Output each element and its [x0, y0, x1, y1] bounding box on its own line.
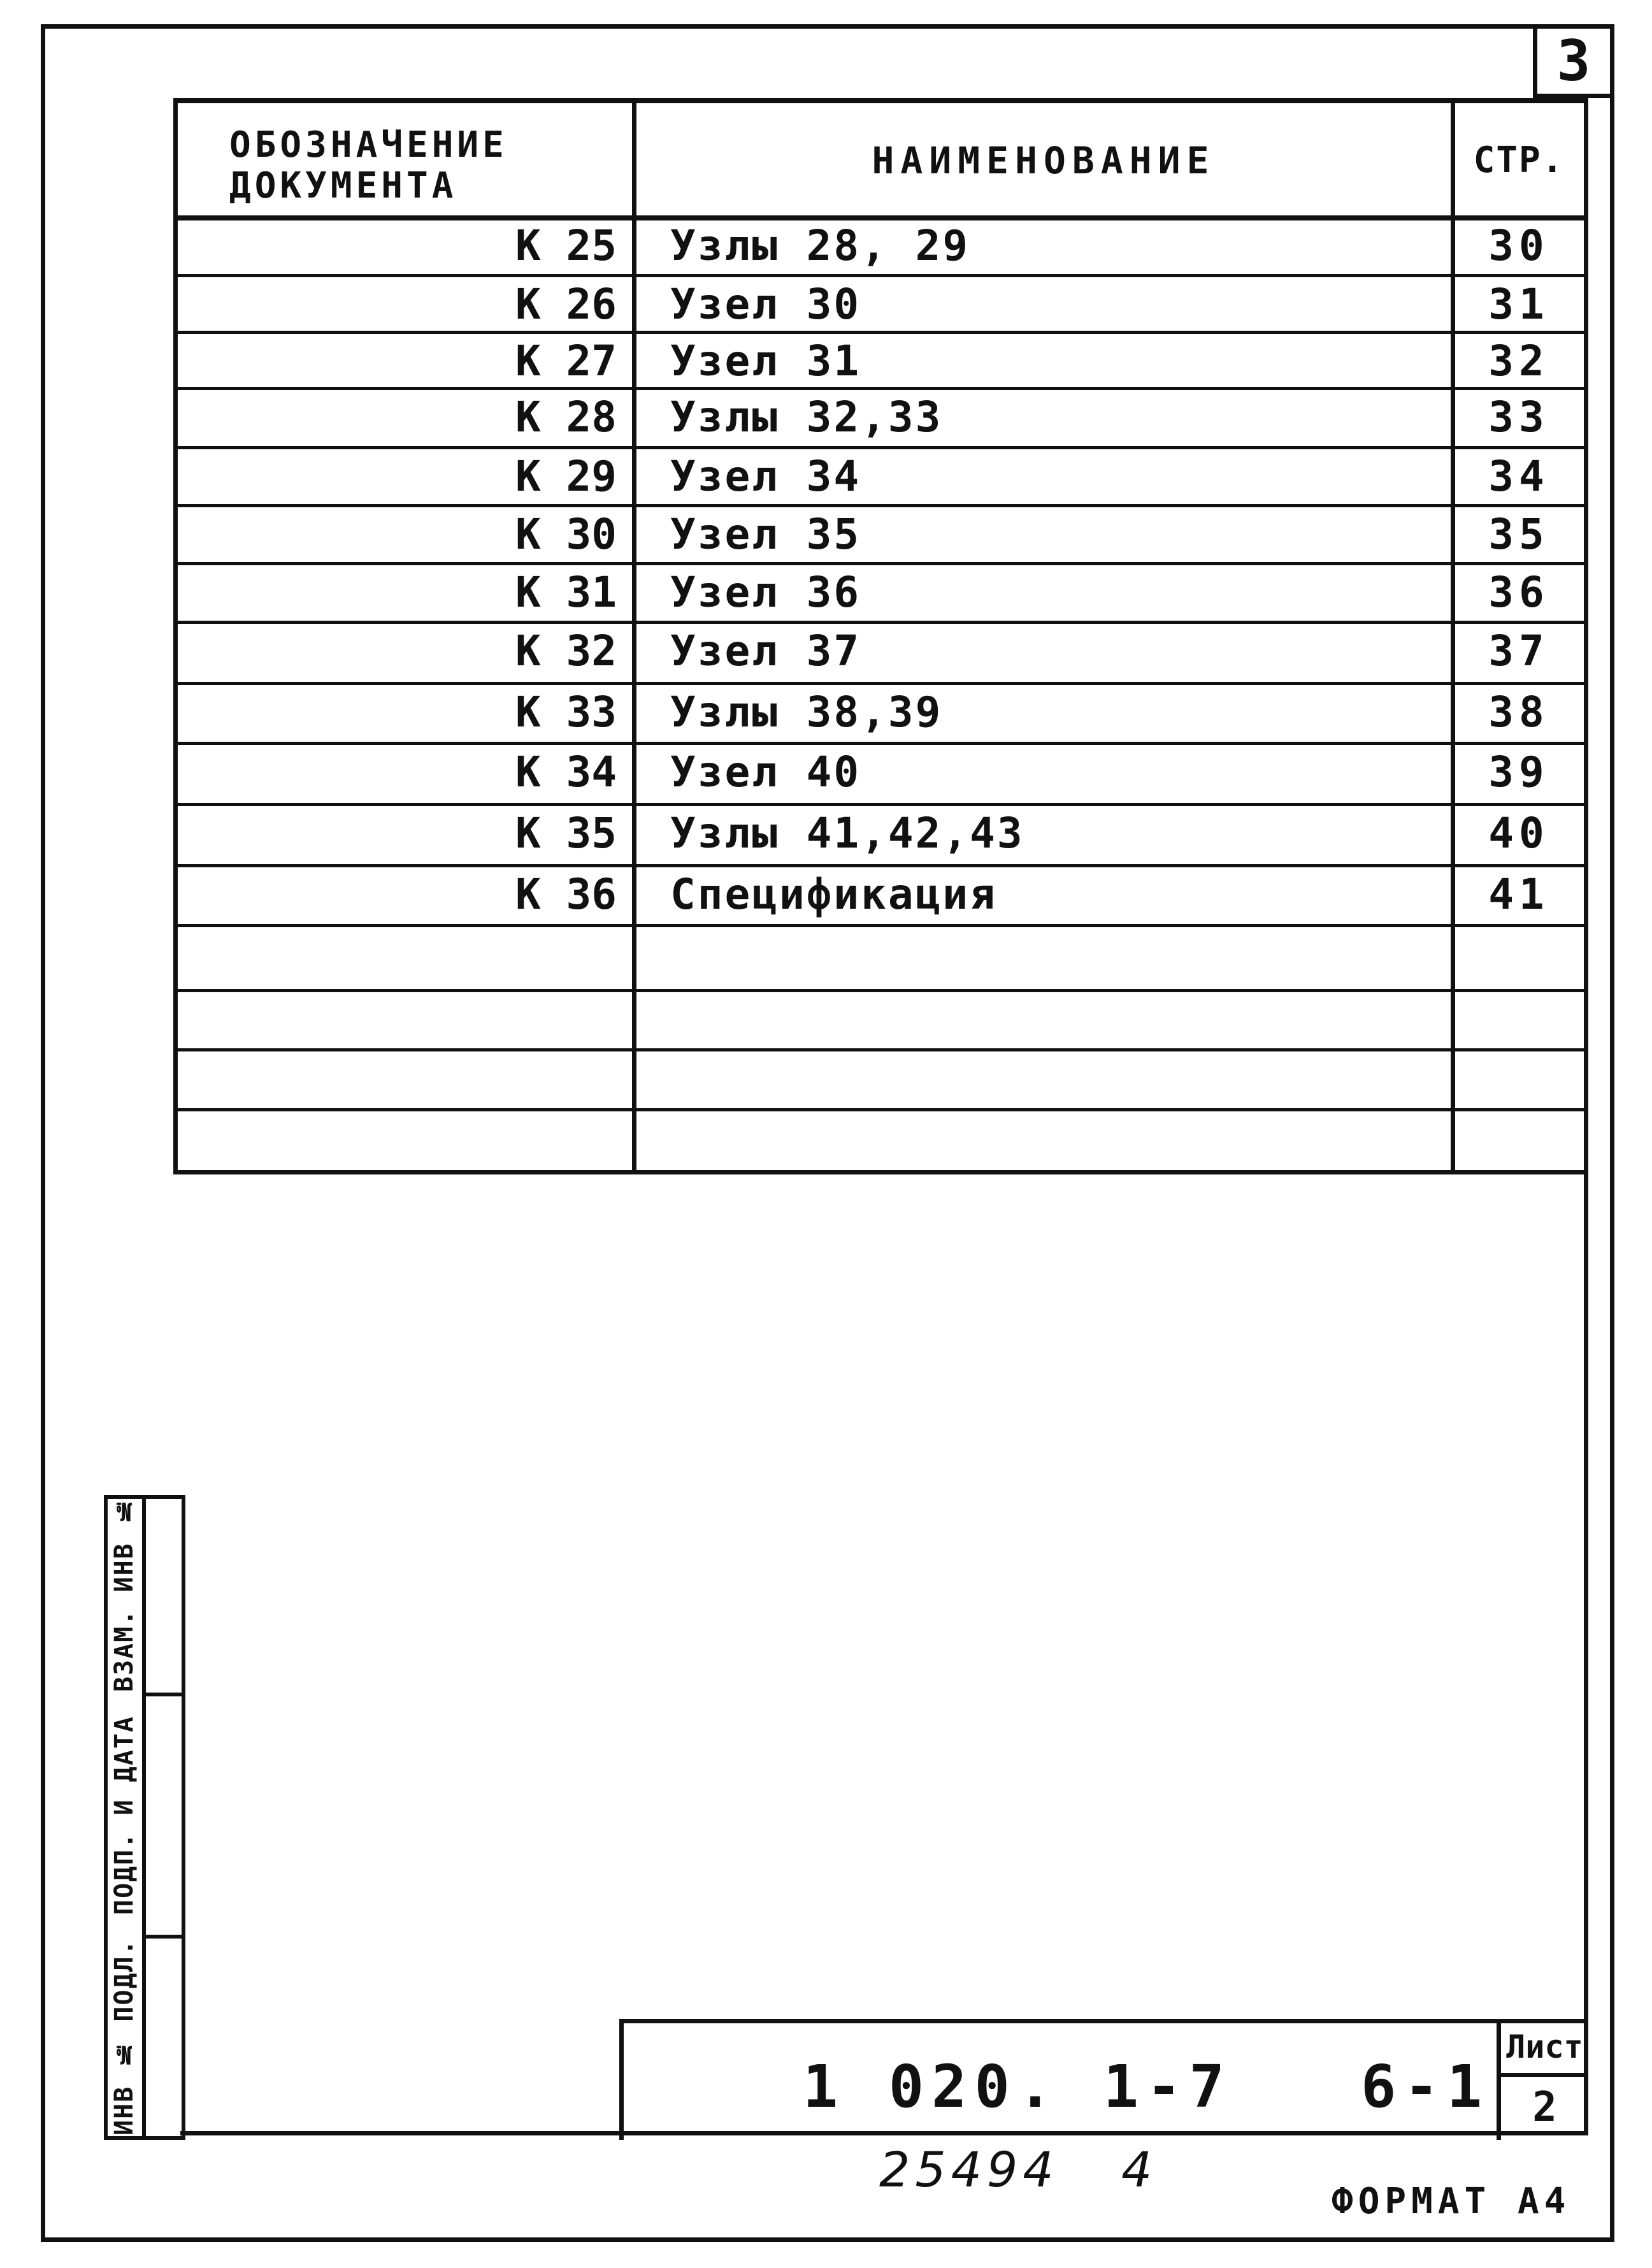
row-code: К 36	[515, 870, 617, 919]
row-page: 33	[1488, 393, 1549, 442]
header-page: СТР.	[1473, 140, 1565, 181]
row-divider	[173, 989, 1588, 992]
row-page: 34	[1488, 452, 1549, 501]
row-name: Узел 36	[670, 568, 861, 617]
sheet-number: 3	[1556, 28, 1591, 94]
row-page: 35	[1488, 510, 1549, 559]
row-code: К 26	[515, 280, 617, 329]
row-divider	[173, 803, 1588, 806]
row-divider	[173, 924, 1588, 927]
row-name: Узел 37	[670, 626, 861, 675]
title-block-divider	[1497, 2073, 1588, 2077]
row-name: Узлы 41,42,43	[670, 809, 1024, 858]
row-name: Узел 30	[670, 280, 861, 329]
row-name: Узел 40	[670, 748, 861, 797]
row-code: К 32	[515, 626, 617, 675]
row-divider	[173, 215, 1588, 220]
table-row	[173, 275, 1588, 334]
side-stamp-divider	[142, 1495, 146, 2140]
row-name: Узел 31	[670, 336, 861, 386]
row-divider	[173, 562, 1588, 565]
row-divider	[173, 274, 1588, 277]
table-row	[173, 743, 1588, 802]
inventory-number: 25494	[879, 2141, 1059, 2198]
row-code: К 25	[515, 221, 617, 270]
row-divider	[173, 864, 1588, 867]
row-code: К 30	[515, 510, 617, 559]
row-divider	[173, 742, 1588, 745]
header-name: НАИМЕНОВАНИЕ	[872, 139, 1216, 182]
format-label: ФОРМАТ А4	[1332, 2181, 1571, 2222]
document-code: 1 020. 1-7 6-1	[803, 2053, 1490, 2121]
table-row	[173, 563, 1588, 622]
row-divider	[173, 1108, 1588, 1111]
row-divider	[173, 387, 1588, 390]
table-row	[173, 505, 1588, 564]
row-page: 31	[1488, 280, 1549, 329]
table-row	[173, 447, 1588, 506]
row-name: Узлы 38,39	[670, 688, 943, 737]
row-code: К 28	[515, 393, 617, 442]
sign-date-label: ПОДП. И ДАТА	[110, 1715, 139, 1916]
header-designation: ОБОЗНАЧЕНИЕ ДОКУМЕНТА	[229, 124, 508, 206]
title-block-divider	[1497, 2019, 1501, 2140]
table-row	[173, 622, 1588, 681]
row-code: К 31	[515, 568, 617, 617]
row-name: Узел 34	[670, 452, 861, 501]
replace-inv-label: ВЗАМ. ИНВ №	[110, 1495, 139, 1693]
row-page: 32	[1488, 336, 1549, 386]
table-row	[173, 332, 1588, 391]
row-divider	[173, 621, 1588, 624]
row-divider	[173, 446, 1588, 449]
table-row	[173, 217, 1588, 275]
row-code: К 27	[515, 336, 617, 386]
table-row	[173, 804, 1588, 863]
row-page: 36	[1488, 568, 1549, 617]
side-stamp-divider	[142, 1935, 185, 1939]
sheet-label: Лист	[1506, 2028, 1583, 2065]
row-divider	[173, 504, 1588, 507]
table-row	[173, 683, 1588, 742]
row-page: 41	[1488, 870, 1549, 919]
row-name: Узел 35	[670, 510, 861, 559]
row-page: 40	[1488, 809, 1549, 858]
table-row	[173, 865, 1588, 924]
row-page: 38	[1488, 688, 1549, 737]
row-divider	[173, 331, 1588, 334]
row-divider	[173, 1048, 1588, 1051]
row-code: К 35	[515, 809, 617, 858]
table-row	[173, 388, 1588, 447]
inv-orig-label: ИНВ № ПОДЛ.	[110, 1939, 139, 2136]
row-name: Узлы 32,33	[670, 393, 943, 442]
inventory-suffix: 4	[1121, 2141, 1153, 2198]
row-code: К 29	[515, 452, 617, 501]
row-page: 30	[1488, 221, 1549, 270]
row-code: К 34	[515, 748, 617, 797]
row-divider	[173, 682, 1588, 685]
row-page: 39	[1488, 748, 1549, 797]
row-code: К 33	[515, 688, 617, 737]
row-name: Спецификация	[670, 870, 997, 919]
row-name: Узлы 28, 29	[670, 221, 970, 270]
sheet-value: 2	[1532, 2084, 1557, 2131]
row-page: 37	[1488, 626, 1549, 675]
side-stamp-divider	[142, 1693, 185, 1696]
